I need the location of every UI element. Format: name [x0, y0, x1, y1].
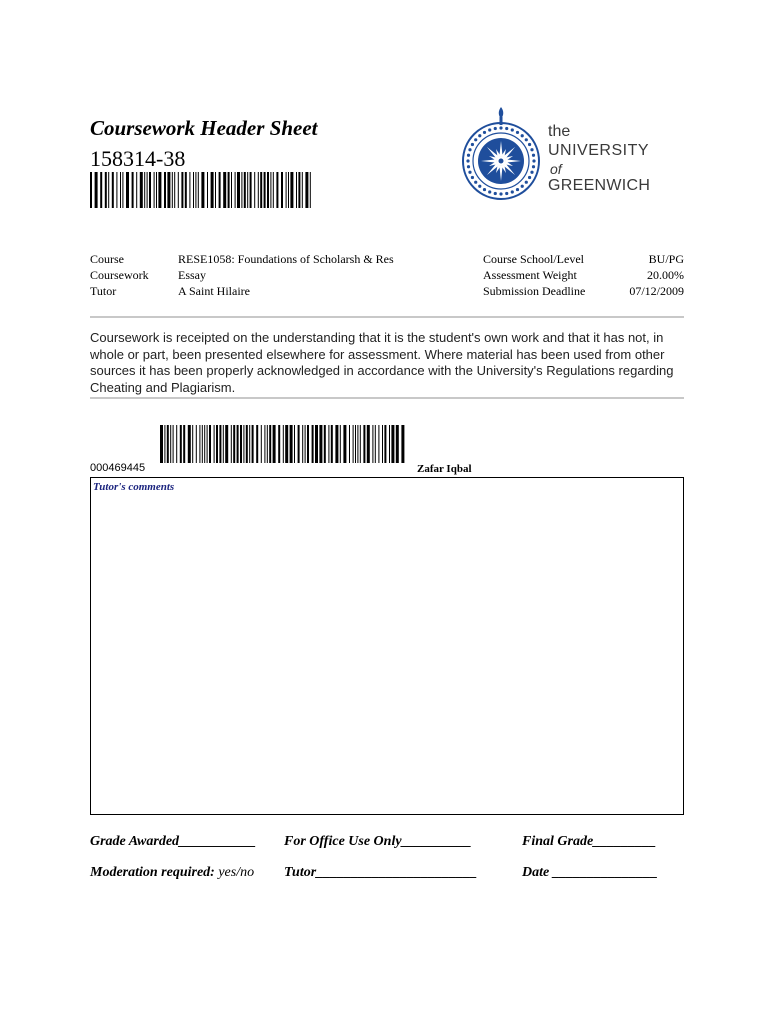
- barcode-bar-41: [244, 172, 246, 208]
- ring-lettering-mark: [505, 127, 508, 130]
- barcode-bar-28: [252, 425, 254, 463]
- moderation-label: Moderation required:: [90, 865, 215, 880]
- student-name: Zafar Iqbal: [417, 463, 472, 475]
- barcode-bar-54: [288, 172, 289, 208]
- date-field: Date _______________: [522, 865, 658, 880]
- barcode-bar-24: [181, 172, 183, 208]
- ring-lettering-mark: [467, 165, 470, 168]
- barcode-bar-13: [144, 172, 145, 208]
- barcode-bar-5: [112, 172, 114, 208]
- barcode-bar-52: [281, 172, 283, 208]
- barcode-bar-1: [164, 425, 165, 463]
- moderation-value: yes/no: [218, 865, 255, 880]
- details-row-coursework: [90, 268, 684, 284]
- barcode-bar-27: [249, 425, 250, 463]
- ring-lettering-mark: [511, 190, 514, 193]
- barcode-bar-44: [254, 172, 255, 208]
- barcode-bar-49: [270, 172, 271, 208]
- barcode-bar-9: [192, 425, 193, 463]
- barcode-bar-68: [401, 425, 404, 463]
- barcode-bar-18: [158, 172, 161, 208]
- barcode-bar-36: [228, 172, 230, 208]
- barcode-bar-26: [246, 425, 248, 463]
- barcode-bar-22: [233, 425, 235, 463]
- ring-lettering-mark: [467, 154, 470, 157]
- barcode-bar-43: [307, 425, 309, 463]
- divider: [90, 316, 684, 318]
- barcode-bar-62: [378, 425, 379, 463]
- ring-lettering-mark: [511, 128, 514, 131]
- barcode-bar-5: [176, 425, 177, 463]
- barcode-bar-47: [324, 425, 326, 463]
- barcode-bar-31: [264, 425, 265, 463]
- barcode-bar-43: [250, 172, 252, 208]
- details-row-course: [90, 252, 684, 268]
- barcode-bar-50: [273, 172, 274, 208]
- barcode-bar-27: [193, 172, 194, 208]
- course-value: RESE1058: Foundations of Scholarsh & Res: [178, 252, 394, 266]
- barcode-bar-38: [235, 172, 236, 208]
- barcode-bar-2: [167, 425, 169, 463]
- ring-lettering-mark: [483, 131, 486, 134]
- barcode-bar-45: [258, 172, 259, 208]
- barcode-bar-54: [353, 425, 354, 463]
- barcode-bar-65: [389, 425, 390, 463]
- ring-lettering-mark: [532, 159, 535, 162]
- ring-lettering-mark: [532, 165, 535, 168]
- university-crest-logo: [458, 103, 544, 203]
- barcode-bar-35: [278, 425, 280, 463]
- ring-lettering-mark: [521, 134, 524, 137]
- details-row-tutor: [90, 284, 684, 300]
- barcode-bar-42: [247, 172, 248, 208]
- barcode-bar-39: [294, 425, 295, 463]
- office-use-field: For Office Use Only__________: [284, 834, 472, 849]
- school-level-value: BU/PG: [648, 252, 684, 266]
- coursework-value: Essay: [178, 268, 206, 282]
- barcode-bar-53: [349, 425, 350, 463]
- barcode-bar-4: [173, 425, 174, 463]
- tutor-comments-label: Tutor's comments: [93, 481, 175, 493]
- ring-lettering-mark: [471, 176, 474, 179]
- ring-lettering-mark: [530, 171, 533, 174]
- barcode-bar-3: [170, 425, 171, 463]
- barcode-bar-33: [215, 172, 216, 208]
- barcode-bar-40: [241, 172, 242, 208]
- barcode-bar-13: [204, 425, 205, 463]
- ring-lettering-mark: [488, 190, 491, 193]
- barcode-bar-14: [147, 172, 148, 208]
- barcode-bar-28: [195, 172, 196, 208]
- barcode-bar-66: [391, 425, 394, 463]
- tutor-comments-box[interactable]: [90, 477, 684, 815]
- barcode-bar-17: [156, 172, 157, 208]
- barcode-bar-58: [363, 425, 365, 463]
- ring-lettering-mark: [528, 143, 531, 146]
- barcode-bar-34: [273, 425, 276, 463]
- barcode-bar-32: [267, 425, 268, 463]
- barcode-bar-37: [285, 425, 288, 463]
- barcode-bar-63: [382, 425, 383, 463]
- barcode-bar-48: [328, 425, 329, 463]
- barcode-bar-25: [185, 172, 187, 208]
- submission-deadline-label: Submission Deadline: [483, 284, 586, 298]
- ring-lettering-mark: [505, 192, 508, 195]
- barcode-bar-7: [183, 425, 185, 463]
- barcode-bar-40: [298, 425, 300, 463]
- barcode-bar-4: [108, 172, 109, 208]
- ring-lettering-mark: [499, 126, 502, 129]
- ring-lettering-mark: [532, 154, 535, 157]
- assessment-weight-label: Assessment Weight: [483, 268, 577, 282]
- barcode-bar-51: [340, 425, 341, 463]
- barcode-bar-59: [367, 425, 370, 463]
- barcode-bar-46: [260, 172, 262, 208]
- ring-lettering-mark: [516, 188, 519, 191]
- barcode-bar-49: [331, 425, 333, 463]
- ring-lettering-mark: [521, 185, 524, 188]
- ring-lettering-mark: [468, 148, 471, 151]
- barcode-bar-41: [302, 425, 303, 463]
- barcode-bar-56: [357, 425, 358, 463]
- barcode-bar-3: [105, 172, 107, 208]
- school-level-label: Course School/Level: [483, 252, 584, 266]
- barcode-bar-21: [231, 425, 232, 463]
- barcode-bar-60: [310, 172, 311, 208]
- barcode-bar-26: [189, 172, 190, 208]
- barcode-bar-22: [174, 172, 175, 208]
- submission-deadline-value: 07/12/2009: [629, 284, 684, 298]
- ring-lettering-mark: [528, 176, 531, 179]
- barcode-bar-39: [237, 172, 240, 208]
- ring-lettering-mark: [466, 159, 469, 162]
- barcode-bar-23: [178, 172, 179, 208]
- course-label: Course: [90, 252, 124, 266]
- barcode-bar-56: [296, 172, 297, 208]
- ring-lettering-mark: [483, 188, 486, 191]
- barcode-bar-57: [298, 172, 300, 208]
- barcode-bar-10: [196, 425, 197, 463]
- barcode-bar-31: [207, 172, 208, 208]
- barcode-bar-38: [290, 425, 293, 463]
- barcode-bar-25: [243, 425, 244, 463]
- barcode-bar-7: [120, 172, 121, 208]
- barcode-bar-11: [199, 425, 200, 463]
- plagiarism-statement: Coursework is receipted on the understanding that it is the student's own work and that it has not, in whole or part, been presented elsewhere for assessment. Where material has been used from other sources it has been properly acknowledged in accordance with the University's Regulations regarding Cheating and Plagiarism.: [90, 330, 674, 395]
- barcode-bar-23: [237, 425, 239, 463]
- ring-lettering-mark: [530, 148, 533, 151]
- divider: [90, 397, 684, 399]
- course-details: [90, 252, 684, 300]
- barcode-bar-12: [202, 425, 203, 463]
- barcode-bar-30: [201, 172, 204, 208]
- barcode-bar-36: [283, 425, 284, 463]
- barcode-bar-10: [132, 172, 134, 208]
- barcode-bar-51: [276, 172, 278, 208]
- tutor-label: Tutor: [90, 284, 117, 298]
- barcode-bar-17: [216, 425, 218, 463]
- barcode-bar-59: [305, 172, 308, 208]
- barcode-bar-50: [335, 425, 338, 463]
- barcode-bar-2: [100, 172, 102, 208]
- ring-lettering-mark: [525, 138, 528, 141]
- barcode-bar-35: [223, 172, 226, 208]
- grade-awarded-field: Grade Awarded___________: [90, 834, 257, 849]
- barcode-bar-67: [396, 425, 399, 463]
- moderation-field: [90, 865, 254, 881]
- barcode-bar-20: [225, 425, 228, 463]
- ring-lettering-mark: [478, 185, 481, 188]
- barcode-bar-11: [136, 172, 137, 208]
- barcode-bar-64: [384, 425, 386, 463]
- barcode-bar-14: [207, 425, 208, 463]
- barcode-bar-46: [319, 425, 322, 463]
- barcode-bar-61: [375, 425, 376, 463]
- ring-lettering-mark: [488, 128, 491, 131]
- barcode-bar-6: [116, 172, 117, 208]
- ring-lettering-mark: [516, 131, 519, 134]
- barcode-bar-20: [167, 172, 170, 208]
- barcode-bar-34: [219, 172, 221, 208]
- barcode-bar-32: [211, 172, 214, 208]
- barcode-bar-24: [240, 425, 242, 463]
- ring-lettering-mark: [474, 181, 477, 184]
- tutor-field: Tutor_______________________: [284, 865, 478, 880]
- barcode-bar-53: [286, 172, 287, 208]
- barcode-bar-60: [372, 425, 373, 463]
- barcode-bar-9: [126, 172, 129, 208]
- barcode-bar-47: [264, 172, 266, 208]
- barcode-bar-48: [267, 172, 269, 208]
- barcode-bar-55: [355, 425, 356, 463]
- ring-lettering-mark: [494, 127, 497, 130]
- barcode-bar-19: [164, 172, 166, 208]
- barcode-bar-15: [209, 425, 211, 463]
- barcode-bar-55: [290, 172, 293, 208]
- barcode-bar-6: [180, 425, 182, 463]
- ring-lettering-mark: [478, 134, 481, 137]
- barcode-bar-15: [149, 172, 151, 208]
- barcode-bar-19: [223, 425, 224, 463]
- reference-number: 158314-38: [90, 146, 186, 171]
- barcode-bar-12: [140, 172, 143, 208]
- page-title: Coursework Header Sheet: [90, 116, 318, 140]
- ring-lettering-mark: [494, 192, 497, 195]
- student-barcode: [160, 425, 408, 463]
- barcode-bar-16: [154, 172, 155, 208]
- barcode-bar-57: [360, 425, 361, 463]
- barcode-bar-44: [312, 425, 314, 463]
- coursework-label: Coursework: [90, 268, 149, 282]
- barcode-bar-1: [95, 172, 98, 208]
- final-grade-field: Final Grade_________: [522, 834, 657, 849]
- barcode-bar-0: [160, 425, 163, 463]
- ring-lettering-mark: [471, 143, 474, 146]
- ring-lettering-mark: [525, 181, 528, 184]
- barcode-bar-52: [343, 425, 346, 463]
- barcode-bar-8: [122, 172, 123, 208]
- ring-lettering-mark: [468, 171, 471, 174]
- barcode-bar-30: [261, 425, 262, 463]
- student-id: 000469445: [90, 462, 146, 474]
- barcode-bar-58: [302, 172, 303, 208]
- barcode-bar-37: [231, 172, 232, 208]
- barcode-bar-45: [315, 425, 318, 463]
- assessment-weight-value: 20.00%: [647, 268, 684, 282]
- barcode-bar-29: [198, 172, 199, 208]
- ring-lettering-mark: [499, 192, 502, 195]
- barcode-bar-0: [90, 172, 92, 208]
- barcode-bar-29: [256, 425, 258, 463]
- university-name: the UNIVERSITY of GREENWICH: [548, 123, 651, 194]
- barcode-bar-16: [214, 425, 215, 463]
- barcode-bar-8: [188, 425, 191, 463]
- reference-barcode: [90, 172, 316, 208]
- ring-lettering-mark: [474, 138, 477, 141]
- barcode-bar-33: [269, 425, 271, 463]
- barcode-bar-21: [172, 172, 173, 208]
- barcode-bar-42: [305, 425, 306, 463]
- barcode-bar-18: [219, 425, 221, 463]
- tutor-value: A Saint Hilaire: [178, 284, 250, 298]
